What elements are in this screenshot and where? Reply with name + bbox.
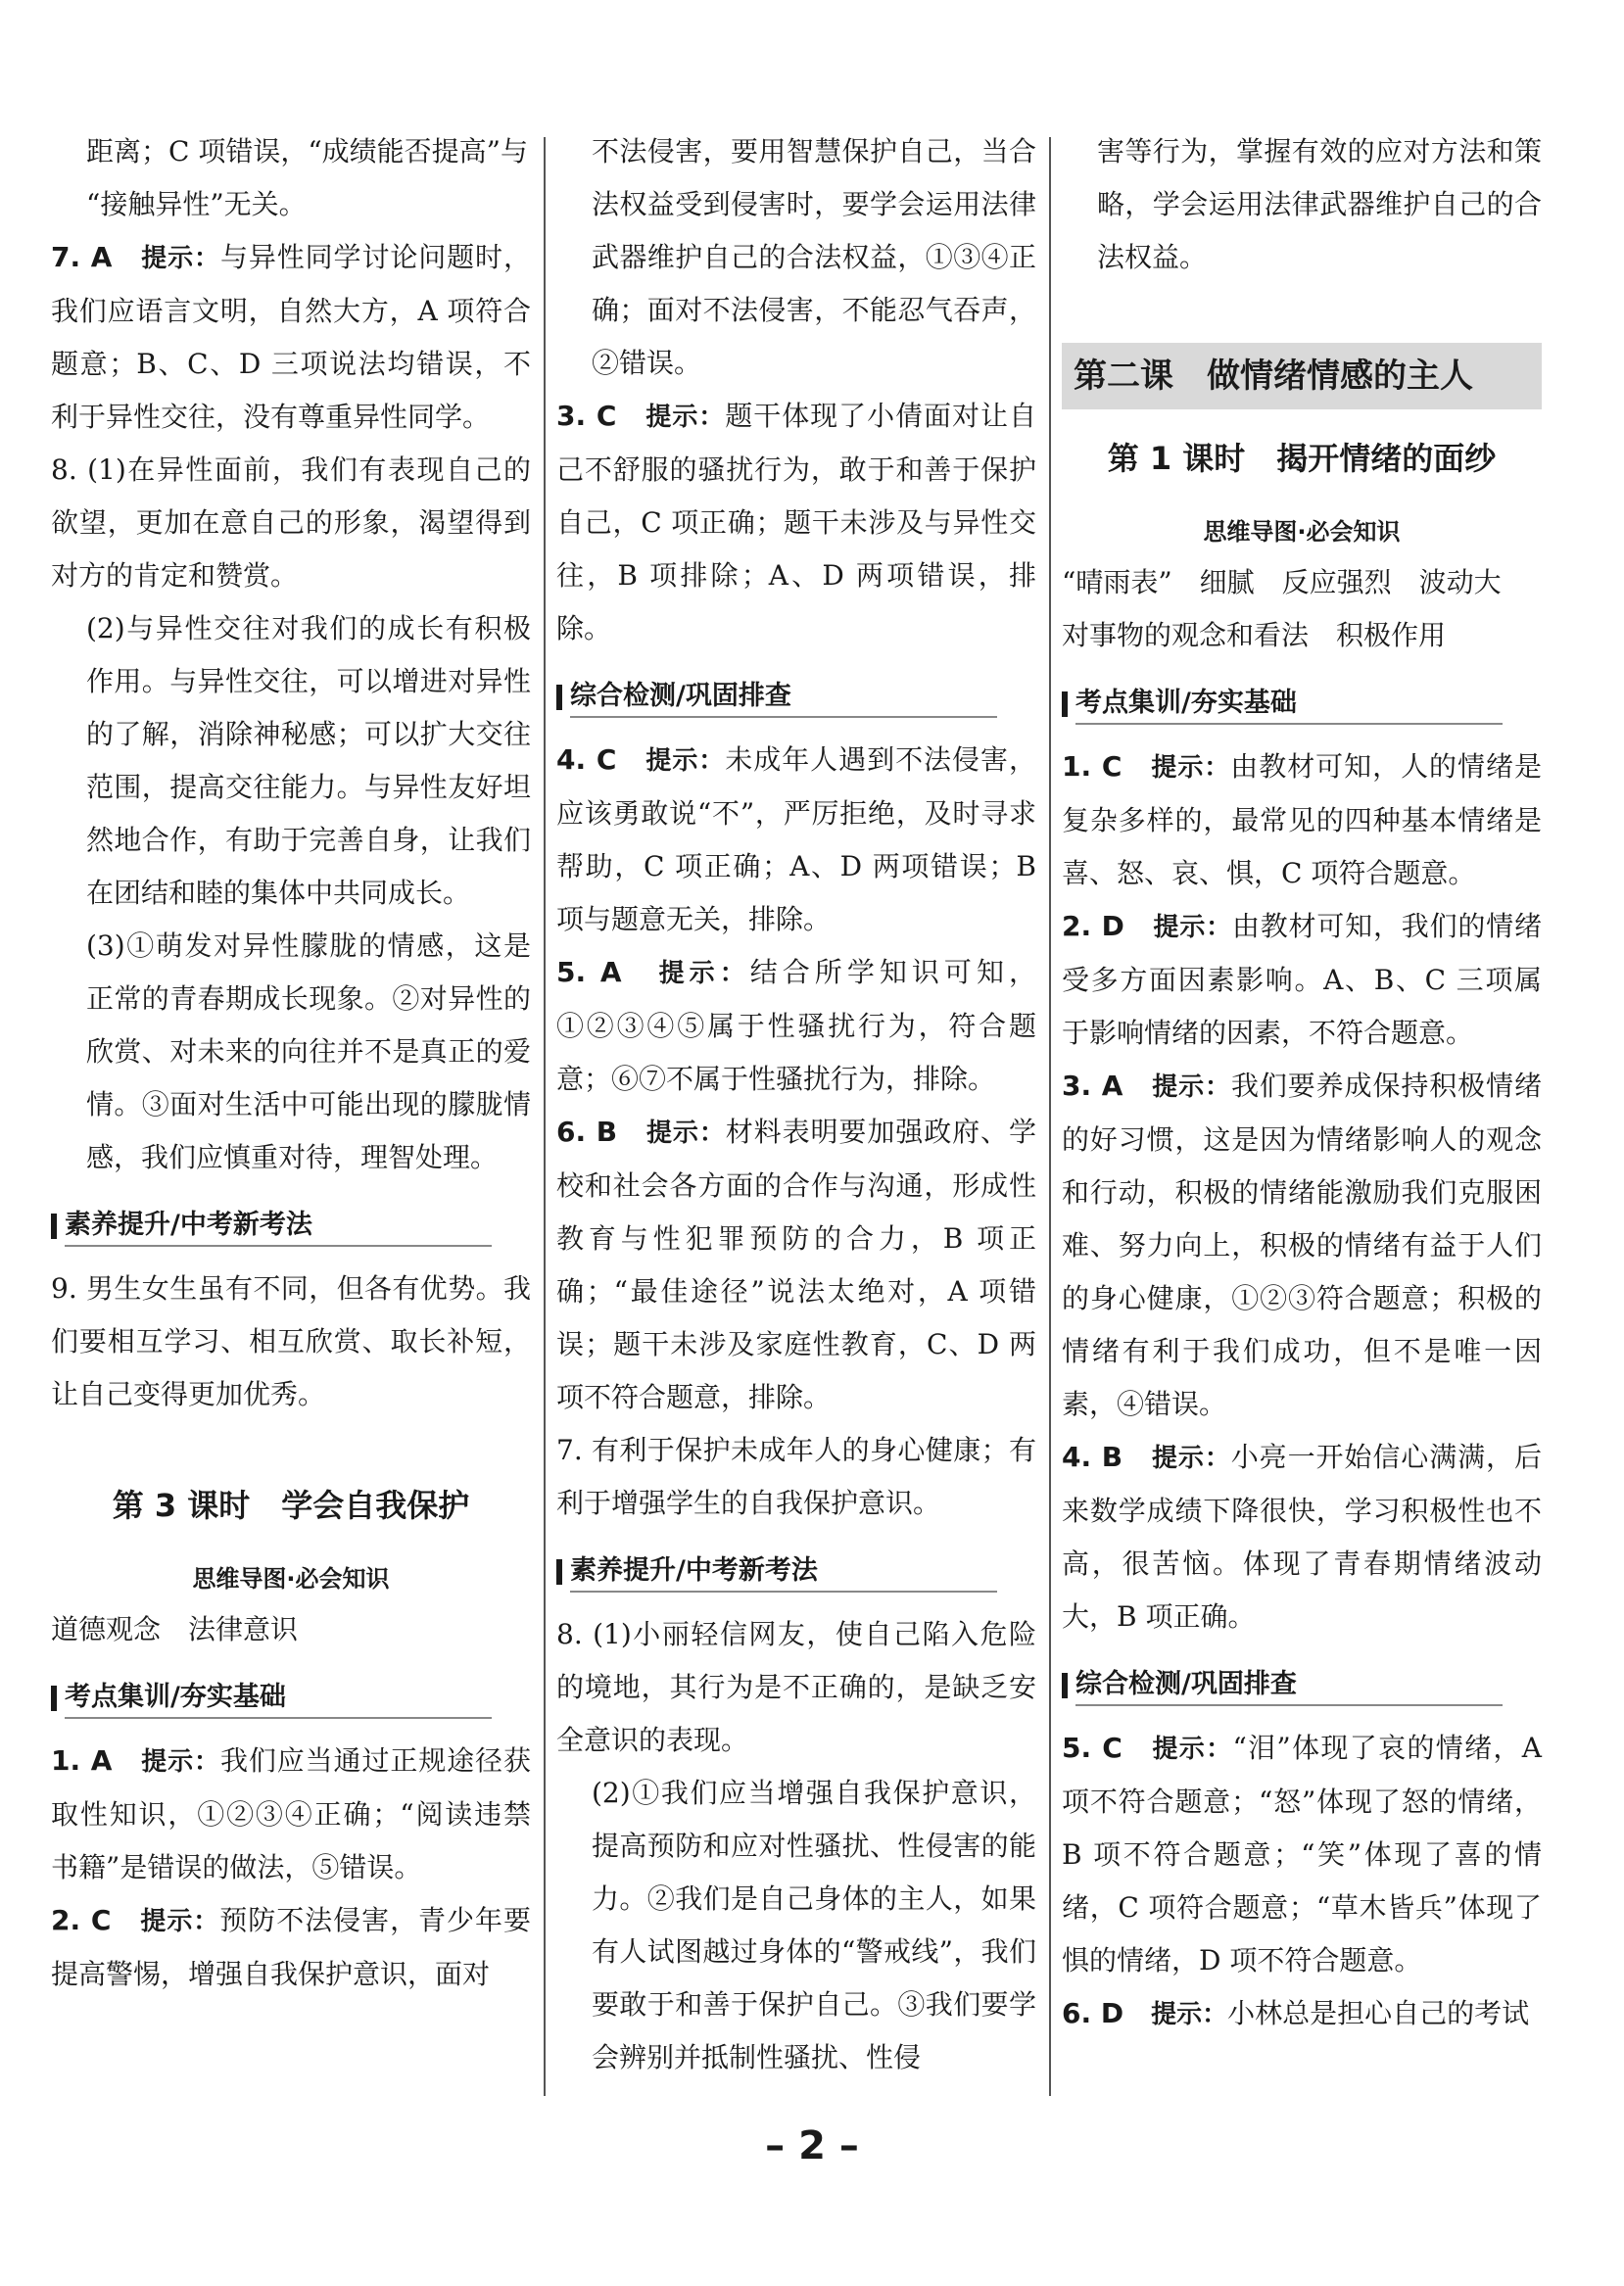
answer-8-2: (2)与异性交往对我们的成长有积极作用。与异性交往，可以增进对异性的了解，消除神秘感；可以扩大交往范围，提高交往能力。与异性友好坦然地合作，有助于完善自身，让我们在团结和睦的集体中共同成长。	[86, 612, 531, 909]
lesson-title: 第 1 课时 揭开情绪的面纱	[1107, 440, 1497, 477]
answer-2	[51, 1894, 531, 2001]
answer-4	[1062, 1431, 1542, 1643]
answer-label: 7. A	[51, 241, 113, 273]
hint-label: 提示：	[141, 244, 220, 273]
hint-label: 提示：	[141, 1747, 220, 1777]
answer-7: 7. 有利于保护未成年人的身心健康；有利于增强学生的自我保护意识。	[556, 1434, 1036, 1519]
answer-2	[1062, 900, 1542, 1060]
section-heading: 素养提升/中考新考法	[51, 1202, 531, 1249]
answer-text: 未成年人遇到不法侵害，应该勇敢说“不”，严厉拒绝，及时寻求帮助，C 项正确；A、D 两项错误；B 项与题意无关，排除。	[556, 743, 1036, 935]
hint-label: 提示：	[645, 403, 726, 432]
paragraph: “接触异性”无关。	[86, 188, 307, 220]
answer-label: 5. C	[1062, 1732, 1122, 1764]
answer-text: “泪”体现了哀的情绪，A 项不符合题意；“怒”体现了怒的情绪，B 项不符合题意；“笑”体现了喜的情绪，C 项符合题意；“草木皆兵”体现了惧的情绪，D 项不符合题意。	[1062, 1732, 1542, 1976]
hint-label: 提示：	[140, 1907, 220, 1936]
answer-label: 5. A	[556, 956, 622, 988]
answer-label: 1. C	[1062, 750, 1122, 783]
answer-label: 4. C	[556, 743, 617, 776]
answer-6	[556, 1106, 1036, 1424]
answer-5	[1062, 1722, 1542, 1987]
mindmap-heading: 思维导图·必会知识	[192, 1565, 390, 1593]
answer-text: 我们要养成保持积极情绪的好习惯，这是因为情绪影响人的观念和行动，积极的情绪能激励我们克服困难、努力向上，积极的情绪有益于人们的身心健康，①②③符合题意；积极的情绪有利于我们成功，但不是唯一因素，④错误。	[1062, 1070, 1542, 1420]
answer-5	[556, 946, 1036, 1106]
answer-9: 9. 男生女生虽有不同，但各有优势。我们要相互学习、相互欣赏、取长补短，让自己变得更加优秀。	[51, 1272, 531, 1410]
lesson-title: 第 3 课时 学会自我保护	[112, 1487, 470, 1524]
keywords: 对事物的观念和看法 积极作用	[1062, 619, 1447, 651]
paragraph: 距离；C 项错误，“成绩能否提高”与	[86, 135, 528, 167]
answer-8-1: 8. (1)在异性面前，我们有表现自己的欲望，更加在意自己的形象，渴望得到对方的肯定和赞赏。	[51, 453, 531, 592]
answer-3	[556, 390, 1036, 655]
answer-1	[1062, 740, 1542, 900]
chapter-title: 第二课 做情绪情感的主人	[1062, 343, 1542, 409]
answer-4	[556, 734, 1036, 946]
answer-text: 预防不法侵害，青少年要提高警惕，增强自我保护意识，面对	[51, 1904, 531, 1990]
answer-label: 3. A	[1062, 1070, 1123, 1102]
answer-label: 2. C	[51, 1904, 112, 1936]
hint-label: 提示：	[658, 959, 750, 988]
answer-text: 结合所学知识可知，①②③④⑤属于性骚扰行为，符合题意；⑥⑦不属于性骚扰行为，排除。	[556, 956, 1036, 1095]
answer-text: 由教材可知，我们的情绪受多方面因素影响。A、B、C 三项属于影响情绪的因素，不符合题意。	[1062, 910, 1542, 1049]
answer-text: 小亮一开始信心满满，后来数学成绩下降很快，学习积极性也不高，很苦恼。体现了青春期情绪波动大，B 项正确。	[1062, 1441, 1542, 1633]
answer-6	[1062, 1987, 1542, 2041]
hint-label: 提示：	[1152, 1072, 1231, 1102]
hint-label: 提示：	[1152, 1735, 1233, 1764]
column-divider	[1049, 137, 1051, 2096]
answer-text: 小林总是担心自己的考试	[1227, 1997, 1530, 2029]
mindmap-heading: 思维导图·必会知识	[1203, 518, 1401, 546]
section-heading: 考点集训/夯实基础	[1062, 680, 1542, 727]
hint-label: 提示：	[645, 1119, 726, 1148]
answer-text: 材料表明要加强政府、学校和社会各方面的合作与沟通，形成性教育与性犯罪预防的合力，B 项正确；“最佳途径”说法太绝对，A 项错误；题干未涉及家庭性教育，C、D 两项不符合题意，排除。	[556, 1116, 1036, 1413]
page-number: – 2 –	[765, 2123, 859, 2168]
answer-1	[51, 1735, 531, 1894]
paragraph: 不法侵害，要用智慧保护自己，当合法权益受到侵害时，要学会运用法律武器维护自己的合法权益，①③④正确；面对不法侵害，不能忍气吞声，②错误。	[592, 135, 1036, 379]
column-divider	[544, 137, 546, 2096]
answer-label: 6. B	[556, 1116, 618, 1148]
column-2	[556, 125, 1036, 2084]
answer-label: 6. D	[1062, 1997, 1124, 2029]
answer-8-2: (2)①我们应当增强自我保护意识，提高预防和应对性骚扰、性侵害的能力。②我们是自己身体的主人，如果有人试图越过身体的“警戒线”，我们要敢于和善于保护自己。③我们要学会辨别并抵制性骚扰、性侵	[592, 1777, 1036, 2073]
hint-label: 提示：	[1153, 913, 1232, 942]
section-heading: 综合检测/巩固排查	[556, 673, 1036, 720]
hint-label: 提示：	[1151, 2000, 1228, 2029]
answer-label: 2. D	[1062, 910, 1124, 942]
paragraph: 害等行为，掌握有效的应对方法和策略，学会运用法律武器维护自己的合法权益。	[1097, 135, 1542, 273]
column-1	[51, 125, 531, 2001]
answer-label: 4. B	[1062, 1441, 1123, 1473]
column-3	[1062, 125, 1542, 2041]
answer-text: 我们应当通过正规途径获取性知识，①②③④正确；“阅读违禁书籍”是错误的做法，⑤错误。	[51, 1744, 531, 1883]
answer-7	[51, 231, 531, 444]
section-heading: 考点集训/夯实基础	[51, 1674, 531, 1721]
section-heading: 综合检测/巩固排查	[1062, 1661, 1542, 1708]
keywords: “晴雨表” 细腻 反应强烈 波动大	[1062, 566, 1502, 598]
answer-text: 由教材可知，人的情绪是复杂多样的，最常见的四种基本情绪是喜、怒、哀、惧，C 项符合题意。	[1062, 750, 1542, 889]
answer-3	[1062, 1060, 1542, 1431]
answer-text: 与异性同学讨论问题时，我们应语言文明，自然大方，A 项符合题意；B、C、D 三项说法均错误，不利于异性交往，没有尊重异性同学。	[51, 241, 531, 433]
hint-label: 提示：	[1151, 753, 1231, 783]
hint-label: 提示：	[1151, 1444, 1231, 1473]
answer-text: 题干体现了小倩面对让自己不舒服的骚扰行为，敢于和善于保护自己，C 项正确；题干未涉及与异性交往，B 项排除；A、D 两项错误，排除。	[556, 400, 1036, 644]
hint-label: 提示：	[645, 746, 726, 776]
answer-label: 1. A	[51, 1744, 113, 1777]
answer-label: 3. C	[556, 400, 617, 432]
answer-8-3: (3)①萌发对异性朦胧的情感，这是正常的青春期成长现象。②对异性的欣赏、对未来的向往并不是真正的爱情。③面对生活中可能出现的朦胧情感，我们应慎重对待，理智处理。	[86, 929, 531, 1173]
answer-8-1: 8. (1)小丽轻信网友，使自己陷入危险的境地，其行为是不正确的，是缺乏安全意识的表现。	[556, 1618, 1036, 1756]
section-heading: 素养提升/中考新考法	[556, 1548, 1036, 1595]
keywords: 道德观念 法律意识	[51, 1613, 299, 1645]
